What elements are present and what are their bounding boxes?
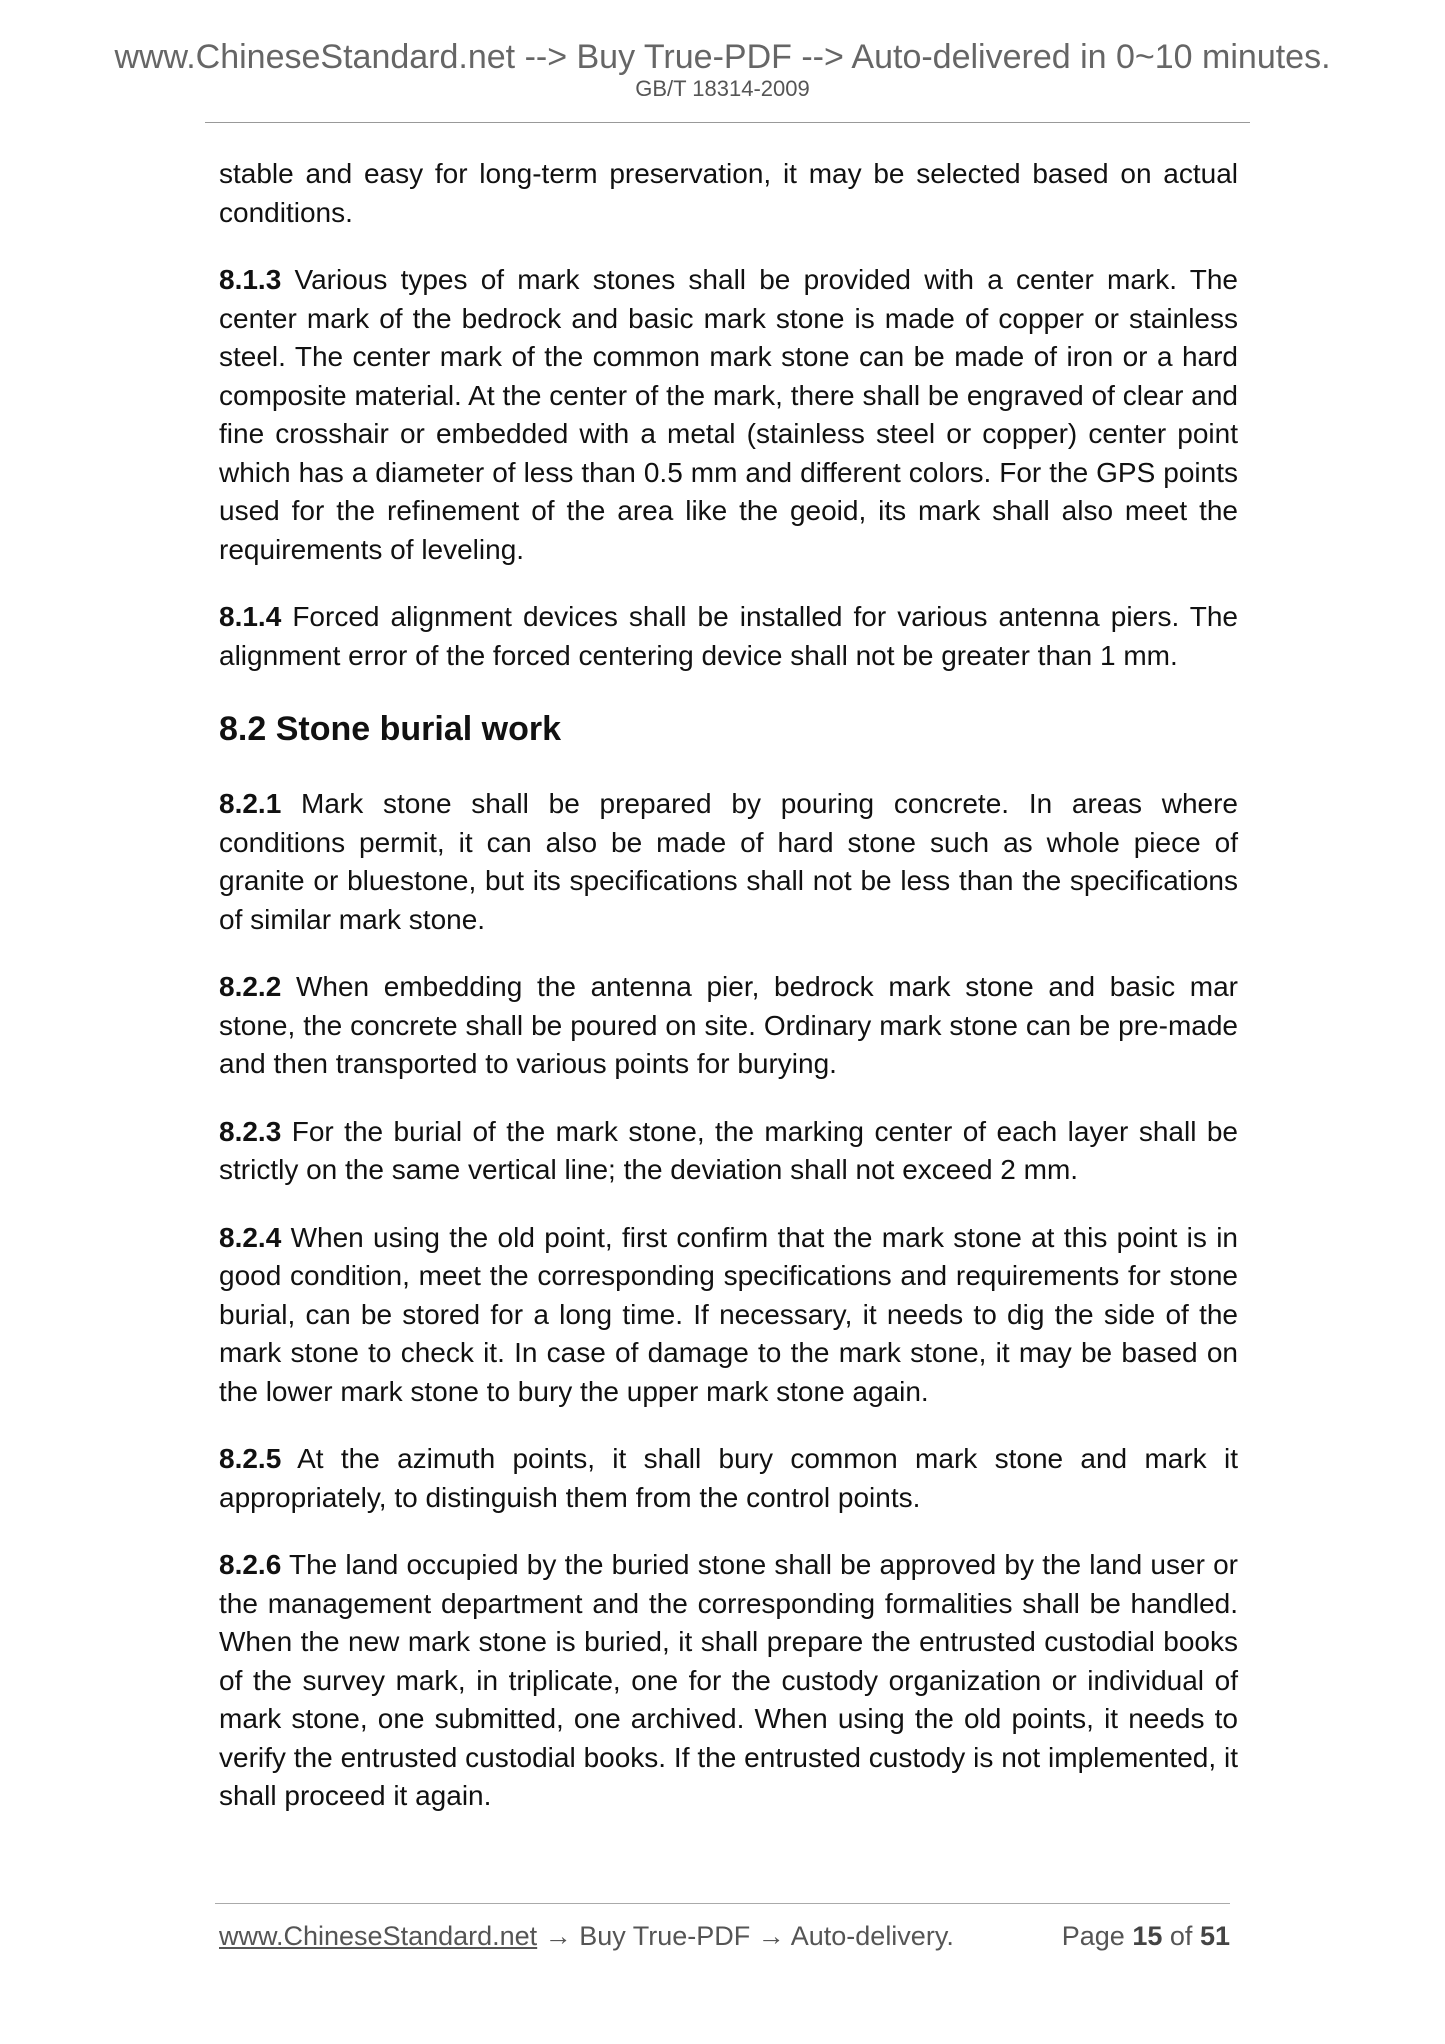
clause-text: When embedding the antenna pier, bedrock mark stone and basic mar stone, the concrete shall be poured on site. Ordinary mark stone can be pre-made and then transported to various points for burying. bbox=[219, 971, 1238, 1079]
clause-8-1-3 bbox=[219, 261, 1238, 569]
page-indicator bbox=[1062, 1923, 1230, 1950]
clause-text: For the burial of the mark stone, the marking center of each layer shall be strictly on the same vertical line; the deviation shall not exceed 2 mm. bbox=[219, 1115, 1239, 1185]
header-divider bbox=[205, 122, 1250, 123]
clause-8-2-2 bbox=[219, 968, 1238, 1084]
clause-number: 8.2.6 bbox=[219, 1549, 282, 1580]
site-banner: www.ChineseStandard.net --> Buy True-PDF --> Auto-delivered in 0~10 minutes. bbox=[114, 38, 1331, 76]
of-label: of bbox=[1169, 1921, 1193, 1951]
footer-tagline: → Buy True-PDF → Auto-delivery. bbox=[537, 1921, 954, 1951]
footer-site-link[interactable]: www.ChineseStandard.net bbox=[219, 1921, 538, 1951]
clause-text: The land occupied by the buried stone shall be approved by the land user or the management department and the corresponding formalities shall be handled. When the new mark stone is buried, it shall prepare the entrusted custodial books of the survey mark, in triplicate, one for the custody organization or individual of mark stone, one submitted, one archived. When using the old points, it needs to verify the entrusted custodial books. If the entrusted custody is not implemented, it shall proceed it again. bbox=[219, 1549, 1238, 1811]
intro-paragraph: stable and easy for long-term preservation, it may be selected based on actual conditions. bbox=[219, 158, 1238, 228]
clause-text: At the azimuth points, it shall bury common mark stone and mark it appropriately, to distinguish them from the control points. bbox=[219, 1443, 1239, 1513]
clause-number: 8.2.1 bbox=[219, 788, 282, 819]
clause-text: Forced alignment devices shall be installed for various antenna piers. The alignment error of the forced centering device shall not be greater than 1 mm. bbox=[219, 601, 1239, 671]
document-code: GB/T 18314-2009 bbox=[635, 76, 810, 101]
clause-8-1-4 bbox=[219, 598, 1238, 675]
clause-8-2-4 bbox=[219, 1219, 1238, 1412]
clause-number: 8.1.3 bbox=[219, 264, 282, 295]
footer-promo bbox=[219, 1923, 954, 1950]
current-page-number: 15 bbox=[1132, 1921, 1163, 1951]
clause-8-2-6 bbox=[219, 1546, 1238, 1816]
clause-number: 8.2.5 bbox=[219, 1443, 282, 1474]
clause-text: When using the old point, first confirm that the mark stone at this point is in good condition, meet the corresponding specifications and requirements for stone burial, can be stored for a long time. If necessary, it needs to dig the side of the mark stone to check it. In case of damage to the mark stone, it may be based on the lower mark stone to bury the upper mark stone again. bbox=[219, 1221, 1238, 1407]
clause-number: 8.2.2 bbox=[219, 971, 282, 1002]
clause-8-2-5 bbox=[219, 1440, 1238, 1517]
clause-number: 8.1.4 bbox=[219, 601, 282, 632]
page-label: Page bbox=[1061, 1921, 1125, 1951]
page-content bbox=[219, 155, 1238, 1845]
clause-8-2-1 bbox=[219, 785, 1238, 939]
section-heading-8-2: 8.2 Stone burial work bbox=[219, 710, 561, 748]
clause-number: 8.2.3 bbox=[219, 1115, 282, 1147]
clause-text: Mark stone shall be prepared by pouring concrete. In areas where conditions permit, it can also be made of hard stone such as whole piece of granite or bluestone, but its specifications shall not be less than the specifications of similar mark stone. bbox=[219, 788, 1238, 935]
clause-text: Various types of mark stones shall be provided with a center mark. The center mark of the bedrock and basic mark stone is made of copper or stainless steel. The center mark of the common mark stone can be made of iron or a hard composite material. At the center of the mark, there shall be engraved of clear and fine crosshair or embedded with a metal (stainless steel or copper) center point which has a diameter of less than 0.5 mm and different colors. For the GPS points used for the refinement of the area like the geoid, its mark shall also meet the requirements of leveling. bbox=[219, 264, 1238, 565]
clause-8-2-3 bbox=[219, 1113, 1238, 1190]
footer-divider bbox=[215, 1903, 1230, 1904]
clause-number: 8.2.4 bbox=[219, 1221, 282, 1253]
total-page-count: 51 bbox=[1199, 1921, 1230, 1951]
